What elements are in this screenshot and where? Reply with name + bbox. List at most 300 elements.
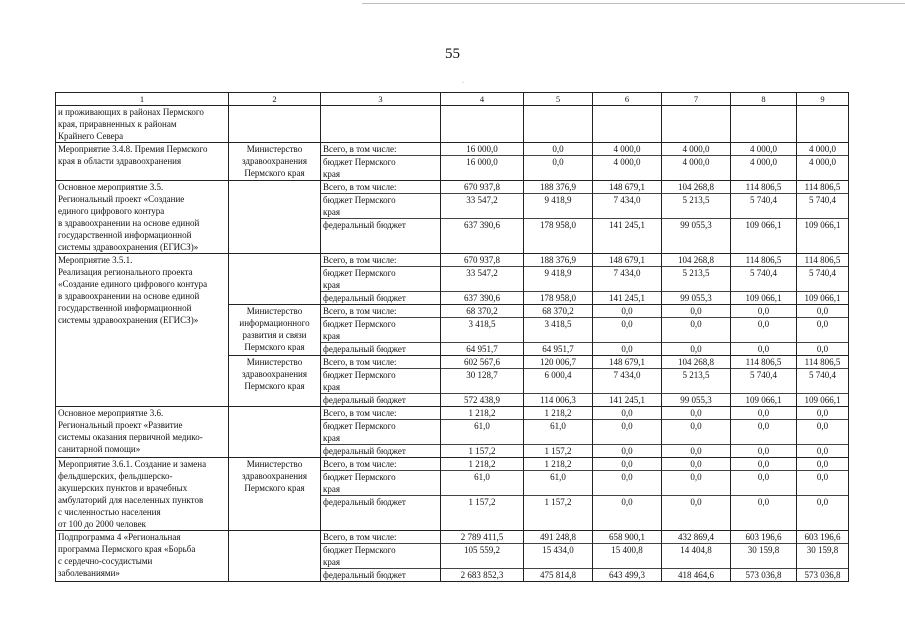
financing-source-cell [321,407,441,458]
amount-value: 1 157,2 [468,446,496,456]
measure-name-cell [56,407,229,458]
amount-spacer [662,330,730,343]
amount-spacer [731,432,796,445]
amount-value: 14 404,8 [680,545,712,555]
amount-value: 670 937,8 [441,181,523,194]
amount-spacer [797,330,848,343]
measure-name-cell [56,181,229,254]
amount-value: 6 000,4 [544,370,572,380]
amount-value: 5 740,4 [809,268,836,278]
amount-cell [441,407,524,458]
financing-source-line: края [321,206,440,219]
amount-cell [797,407,849,458]
col-header-6: 6 [593,93,662,106]
cell-line: Министерство [246,357,303,367]
cell-line: системы здравоохранения (ЕГИСЗ)» [58,315,199,325]
financing-source-line: Всего, в том числе: [321,531,440,544]
responsible-executor-cell [229,143,321,181]
amount-spacer [797,432,848,445]
amount-value: 3 418,5 [544,319,572,329]
scan-speck: · [462,80,464,86]
amount-value: 0,0 [797,305,848,318]
amount-cell [731,181,797,254]
financing-source-line: бюджет Пермского [323,472,396,482]
amount-spacer [593,330,661,343]
amount-cell [662,458,731,531]
amount-cell [662,143,731,181]
amount-value: 104 268,8 [662,181,730,194]
amount-cell [524,531,593,582]
cell-line: Министерство [246,144,303,154]
amount-cell [797,356,849,407]
column-number-row [56,93,849,106]
cell-line: Мероприятие 3.5.1. [58,255,133,265]
amount-spacer [662,483,730,496]
financing-source-line: бюджет Пермского [323,370,396,380]
cell-line: государственной информационной [58,230,192,240]
amount-value: 0,0 [797,407,848,420]
amount-value: 0,0 [690,344,702,354]
amount-value: 0,0 [621,446,633,456]
cell-line: от 100 до 2000 человек [58,519,146,529]
amount-cell [797,181,849,254]
amount-spacer [662,206,730,219]
amount-cell [441,305,524,356]
cell-line: в здравоохранении на основе единой [58,218,200,228]
amount-value: 670 937,8 [441,254,523,267]
amount-value: 0,0 [690,421,702,431]
cell-line: Пермского края [244,342,305,352]
amount-value: 1 218,2 [524,407,592,420]
amount-spacer [593,432,661,445]
amount-value: 5 740,4 [750,268,777,278]
cell-line: Пермского края [244,483,305,493]
amount-spacer [524,483,592,496]
financing-source-cell [321,531,441,582]
cell-line: амбулаторий для населенных пунктов [58,495,204,505]
col-header-7: 7 [662,93,731,106]
financing-source-cell [321,143,441,181]
cell-line: края в области здравоохранения [58,156,182,166]
amount-value: 4 000,0 [750,157,777,167]
amount-value: 109 066,1 [745,293,782,303]
amount-spacer [731,381,796,394]
amount-value: 491 248,8 [524,531,592,544]
amount-spacer [662,381,730,394]
financing-source-line: края [321,381,440,394]
amount-spacer [593,168,661,180]
amount-value: 0,0 [621,472,633,482]
financing-source-line: бюджет Пермского [323,268,396,278]
col-header-9: 9 [797,93,849,106]
amount-cell [441,356,524,407]
amount-value: 109 066,1 [745,395,782,405]
amount-spacer [593,556,661,569]
cell-line: Министерство [246,459,303,469]
amount-value: 0,0 [690,497,702,507]
measure-name-cell [56,143,229,181]
amount-cell [731,254,797,305]
amount-cell [797,531,849,582]
amount-value: 148 679,1 [593,356,661,369]
amount-value: 0,0 [690,319,702,329]
financing-source-line: федеральный бюджет [323,395,406,405]
amount-cell [593,254,662,305]
amount-value: 7 434,0 [613,370,641,380]
amount-cell [524,407,593,458]
amount-value: 602 567,6 [441,356,523,369]
amount-spacer [731,483,796,496]
amount-spacer [524,556,592,569]
amount-value: 0,0 [757,472,770,482]
amount-value: 475 814,8 [540,570,576,580]
amount-value: 643 499,3 [609,570,645,580]
amount-value: 178 958,0 [540,293,576,303]
amount-value: 104 268,8 [662,254,730,267]
col-header-8: 8 [731,93,797,106]
cell-line: Основное мероприятие 3.6. [58,408,164,418]
amount-value: 0,0 [690,472,702,482]
amount-value: 603 196,6 [797,531,848,544]
amount-value: 188 376,9 [524,181,592,194]
amount-value: 114 806,5 [731,254,796,267]
amount-value: 0,0 [621,497,633,507]
amount-value: 7 434,0 [613,195,641,205]
responsible-executor-cell [229,254,321,305]
amount-cell [524,356,593,407]
amount-value: 178 958,0 [540,220,576,230]
amount-cell [524,143,593,181]
amount-value: 114 806,5 [797,254,848,267]
amount-value: 0,0 [816,319,829,329]
amount-spacer [731,279,796,292]
amount-value: 5 740,4 [809,195,836,205]
table-row [56,106,849,143]
financing-source-line: бюджет Пермского [323,545,396,555]
amount-value: 5 213,5 [682,370,710,380]
amount-value: 573 036,8 [745,570,782,580]
amount-value: 68 370,2 [441,305,523,318]
amount-cell [524,254,593,305]
amount-value: 1 218,2 [441,458,523,471]
financing-source-cell [321,356,441,407]
amount-value: 64 951,7 [466,344,498,354]
amount-value: 4 000,0 [797,143,848,156]
amount-cell [662,254,731,305]
amount-value: 4 000,0 [682,157,710,167]
amount-value: 603 196,6 [731,531,796,544]
amount-cell [797,254,849,305]
amount-value: 1 157,2 [468,497,496,507]
amount-value: 637 390,6 [464,293,500,303]
cell-line: Региональный проект «Развитие [58,420,183,430]
amount-value: 7 434,0 [613,268,641,278]
amount-cell [593,356,662,407]
amount-cell [593,143,662,181]
cell-line: Пермского края [244,381,305,391]
financing-source-cell [321,458,441,531]
amount-value: 105 559,2 [464,545,500,555]
financing-source-line: Всего, в том числе: [321,181,440,194]
financing-source-line: края [323,169,341,179]
financing-source-line: Всего, в том числе: [321,356,440,369]
amount-spacer [441,168,523,180]
financing-source-line: края [321,483,440,496]
amount-value: 188 376,9 [524,254,592,267]
responsible-executor-cell [229,458,321,531]
amount-cell [524,458,593,531]
financing-source-line: федеральный бюджет [323,220,406,230]
amount-spacer [731,206,796,219]
amount-value: 0,0 [757,446,770,456]
financing-source-line: федеральный бюджет [323,344,406,354]
amount-value: 0,0 [593,407,661,420]
amount-spacer [441,206,523,219]
cell-line: акушерских пунктов и врачебных [58,483,188,493]
financing-source-cell [321,181,441,254]
measure-name-cell [56,254,229,407]
amount-value: 141 245,1 [609,220,645,230]
amount-cell [662,531,731,582]
amount-value: 109 066,1 [804,220,841,230]
page-number: 55 [445,46,460,62]
amount-value: 4 000,0 [593,143,661,156]
amount-value: 114 806,5 [731,181,796,194]
amount-spacer [797,483,848,496]
cell-line: государственной информационной [58,303,192,313]
amount-cell [524,106,593,143]
amount-spacer [797,279,848,292]
amount-spacer [731,556,796,569]
amount-spacer [662,556,730,569]
amount-value: 99 055,3 [680,220,712,230]
amount-cell [593,181,662,254]
amount-value: 33 547,2 [466,268,498,278]
amount-value: 0,0 [797,458,848,471]
amount-cell [441,254,524,305]
amount-cell [441,181,524,254]
amount-cell [593,407,662,458]
amount-value: 141 245,1 [609,293,645,303]
amount-value: 0,0 [757,344,770,354]
cell-line: Основное мероприятие 3.5. [58,182,164,192]
amount-value: 61,0 [474,421,490,431]
amount-spacer [441,432,523,445]
financing-source-line: федеральный бюджет [323,570,406,580]
cell-line: края, приравненных к районам [58,119,177,129]
amount-spacer [593,483,661,496]
cell-line: Мероприятие 3.4.8. Премия Пермского [58,144,208,154]
amount-spacer [441,279,523,292]
amount-cell [593,458,662,531]
amount-value: 99 055,3 [680,395,712,405]
table-row [56,181,849,254]
financing-source-line: бюджет Пермского [323,319,396,329]
amount-value: 5 213,5 [682,268,710,278]
cell-line: единого цифрового контура [58,206,165,216]
amount-cell [524,305,593,356]
amount-value: 0,0 [757,421,770,431]
amount-value: 4 000,0 [613,157,641,167]
amount-spacer [797,556,848,569]
amount-cell [441,106,524,143]
amount-value: 109 066,1 [804,293,841,303]
amount-cell [662,106,731,143]
amount-cell [593,305,662,356]
amount-cell [797,106,849,143]
amount-spacer [441,330,523,343]
financing-source-line: Всего, в том числе: [321,407,440,420]
amount-value: 0,0 [662,305,730,318]
amount-value: 0,0 [757,497,770,507]
amount-value: 0,0 [731,458,796,471]
cell-line: здравоохранения [241,156,307,166]
amount-cell [662,356,731,407]
amount-value: 61,0 [550,472,566,482]
amount-spacer [797,381,848,394]
amount-value: 64 951,7 [542,344,574,354]
measure-name-cell [56,106,229,143]
amount-value: 99 055,3 [680,293,712,303]
cell-line: программа Пермского края «Борьба [58,544,196,554]
amount-value: 0,0 [816,446,829,456]
amount-value: 61,0 [474,472,490,482]
amount-value: 637 390,6 [464,220,500,230]
amount-value: 0,0 [662,407,730,420]
amount-value: 5 740,4 [750,370,777,380]
cell-line: здравоохранения [241,471,307,481]
amount-value: 658 900,1 [593,531,661,544]
amount-spacer [662,432,730,445]
cell-line: Пермского края [244,168,305,178]
financing-source-line: края [321,330,440,343]
amount-spacer [524,330,592,343]
col-header-5: 5 [524,93,593,106]
amount-value: 148 679,1 [593,181,661,194]
amount-cell [662,407,731,458]
amount-value: 0,0 [690,446,702,456]
amount-value: 16 000,0 [441,143,523,156]
top-rule [362,3,905,4]
table-row [56,143,849,181]
amount-value: 120 006,7 [524,356,592,369]
amount-cell [524,181,593,254]
financing-source-cell [321,106,441,143]
amount-cell [662,181,731,254]
cell-line: системы здравоохранения (ЕГИСЗ)» [58,242,199,252]
amount-value: 0,0 [816,472,829,482]
amount-cell [797,305,849,356]
amount-value: 5 740,4 [750,195,777,205]
amount-value: 0,0 [816,421,829,431]
amount-value: 104 268,8 [662,356,730,369]
financing-source-line: федеральный бюджет [323,497,406,507]
cell-line: Министерство [246,306,303,316]
amount-spacer [662,279,730,292]
amount-value: 148 679,1 [593,254,661,267]
amount-spacer [593,381,661,394]
financing-source-line: бюджет Пермского [323,421,396,431]
amount-value: 573 036,8 [804,570,841,580]
amount-spacer [524,206,592,219]
col-header-1: 1 [56,93,229,106]
responsible-executor-cell [229,356,321,407]
amount-value: 0,0 [757,319,770,329]
amount-value: 114 806,5 [731,356,796,369]
amount-value: 15 434,0 [542,545,574,555]
amount-value: 141 245,1 [609,395,645,405]
amount-value: 9 418,9 [544,268,572,278]
amount-value: 0,0 [524,143,592,156]
responsible-executor-cell [229,106,321,143]
amount-value: 68 370,2 [524,305,592,318]
amount-value: 5 740,4 [809,370,836,380]
amount-spacer [524,381,592,394]
amount-spacer [524,279,592,292]
amount-value: 0,0 [816,344,829,354]
measure-name-cell [56,458,229,531]
amount-value: 572 438,9 [464,395,500,405]
cell-line: санитарной помощи» [58,444,141,454]
cell-line: системы оказания первичной медико- [58,432,203,442]
amount-value: 0,0 [593,458,661,471]
amount-cell [731,356,797,407]
table-row [56,254,849,305]
cell-line: с численностью населения [58,507,161,517]
amount-value: 30 159,8 [747,545,780,555]
amount-spacer [524,168,592,180]
table-row [56,407,849,458]
amount-value: 9 418,9 [544,195,572,205]
cell-line: «Создание единого цифрового контура [58,279,208,289]
cell-line: Реализация регионального проекта [58,267,193,277]
amount-spacer [731,168,796,180]
amount-value: 16 000,0 [466,157,498,167]
cell-line: Мероприятие 3.6.1. Создание и замена [58,459,207,469]
amount-value: 1 157,2 [544,497,572,507]
financing-source-line: Всего, в том числе: [321,458,440,471]
amount-cell [593,531,662,582]
financing-source-line: бюджет Пермского [323,157,396,167]
amount-value: 2 789 411,5 [441,531,523,544]
amount-value: 109 066,1 [745,220,782,230]
cell-line: развития и связи [242,330,307,340]
responsible-executor-cell [229,407,321,458]
amount-value: 4 000,0 [662,143,730,156]
financing-source-line: Всего, в том числе: [321,254,440,267]
financing-source-line: Всего, в том числе: [321,305,440,318]
amount-value: 4 000,0 [731,143,796,156]
amount-cell [731,458,797,531]
amount-value: 15 400,8 [611,545,643,555]
amount-spacer [441,381,523,394]
financing-source-cell [321,254,441,305]
measure-name-cell [56,531,229,582]
amount-spacer [593,206,661,219]
amount-value: 114 006,3 [540,395,576,405]
amount-spacer [731,330,796,343]
col-header-3: 3 [321,93,441,106]
amount-value: 5 213,5 [682,195,710,205]
amount-value: 114 806,5 [797,356,848,369]
table-body [56,93,849,582]
financing-source-line: края [321,279,440,292]
financing-source-line: края [321,556,440,569]
amount-cell [731,143,797,181]
amount-spacer [524,432,592,445]
amount-spacer [441,556,523,569]
financing-source-line: федеральный бюджет [323,446,406,456]
